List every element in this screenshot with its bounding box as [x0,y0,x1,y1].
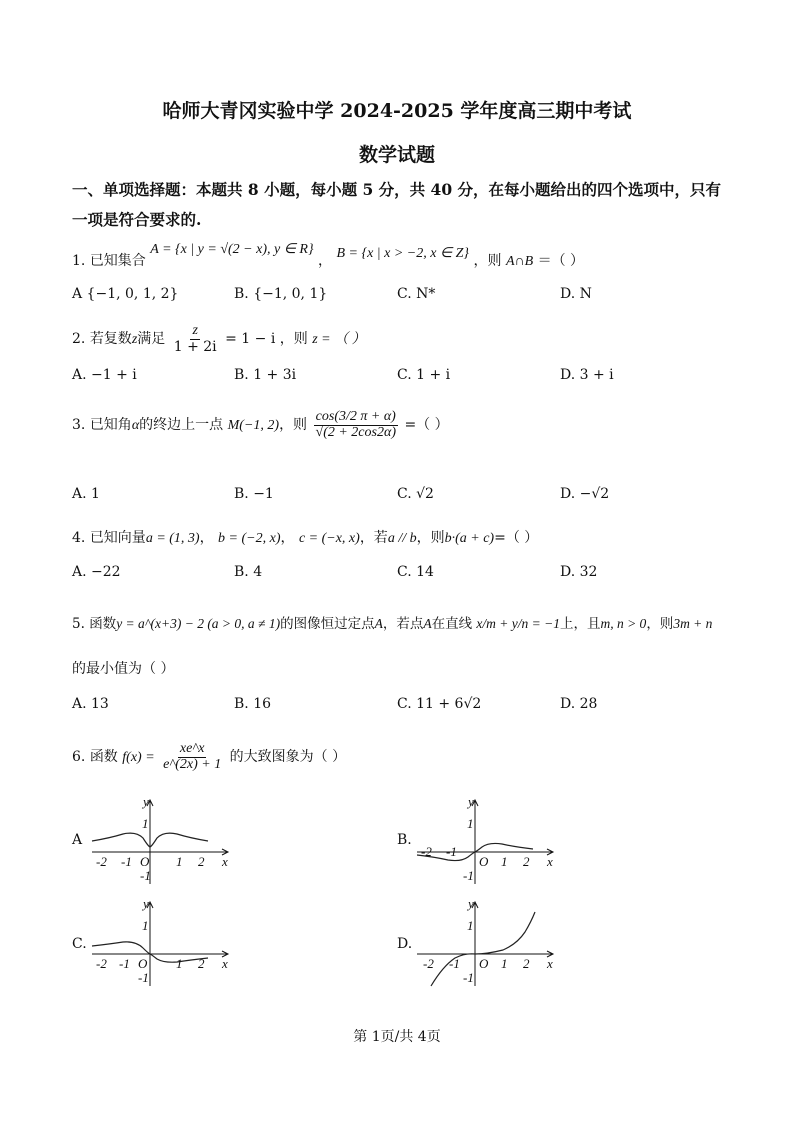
svg-text:-1: -1 [138,970,149,985]
svg-text:1: 1 [142,918,149,933]
svg-text:O: O [138,956,148,971]
svg-text:-1: -1 [449,956,460,971]
svg-text:-1: -1 [463,970,474,985]
q2-fraction: $\frac{z}{1 + 2i}$ [173,323,217,355]
question-6: 6. 函数 f(x) = $\frac{xe\^{}x}{e\^{}(2x) + 1}$ 的大致图象为（ ） [72,741,347,772]
q5-option-b[interactable]: B. 16 [234,696,272,712]
set-b-expr: B = {x | x > −2, x ∈ Z} [336,246,470,261]
q2-option-c[interactable]: C. 1 + i [397,367,451,383]
q3-option-d[interactable]: D. −√2 [560,486,610,502]
q1-option-b[interactable]: B. {−1, 0, 1} [234,286,328,302]
q6-option-a[interactable]: A [72,832,83,848]
svg-text:-2: -2 [421,844,432,859]
axes [417,800,553,884]
svg-text:2: 2 [198,956,205,971]
svg-text:O: O [479,956,489,971]
q3-option-c[interactable]: C. √2 [397,486,434,502]
svg-text:2: 2 [523,956,530,971]
axes [92,800,228,884]
graph-a[interactable] [88,794,238,889]
svg-text:-1: -1 [446,844,457,859]
page-footer: 第 1页/共 4页 [353,1029,441,1045]
q3-fraction: $\frac{\cos(3/2 \pi + \alpha)}{√(2 + 2\cos 2\alpha)}$ [315,409,396,440]
svg-text:-1: -1 [463,868,474,883]
section-heading-line2: 一项是符合要求的. [72,210,202,229]
q2-option-d[interactable]: D. 3 + i [560,367,614,383]
q6-fraction: $\frac{xe\^{}x}{e\^{}(2x) + 1}$ [163,741,222,772]
question-2: 2. 若复数z满足 $\frac{z}{1 + 2i}$ = 1 − i ，则 z = （ ） [72,323,366,355]
svg-text:x: x [222,854,228,869]
svg-text:1: 1 [142,816,149,831]
q4-option-c[interactable]: C. 14 [397,564,434,580]
q5-line-eq: x/m + y/n = −1 [476,616,560,631]
svg-text:y: y [143,794,149,809]
q5-option-d[interactable]: D. 28 [560,696,598,712]
svg-text:1: 1 [467,918,474,933]
q2-option-a[interactable]: A. −1 + i [72,367,137,383]
set-a-expr: A = {x | y = √(2 − x), y ∈ R} [150,242,314,257]
svg-text:y: y [468,896,474,911]
q5-option-a[interactable]: A. 13 [72,696,109,712]
axes [417,902,553,986]
svg-text:-2: -2 [96,854,107,869]
svg-text:1: 1 [501,854,508,869]
svg-text:1: 1 [501,956,508,971]
q6-option-d[interactable]: D. [397,936,413,952]
svg-text:-2: -2 [423,956,434,971]
q1-option-a[interactable]: A {−1, 0, 1, 2} [72,286,179,302]
curve-d [431,912,535,986]
graph-b[interactable] [413,794,563,889]
q6-option-b[interactable]: B. [397,832,412,848]
svg-text:-2: -2 [96,956,107,971]
svg-text:-1: -1 [119,956,130,971]
q1-option-c[interactable]: C. N* [397,286,436,302]
q4-option-a[interactable]: A. −22 [72,564,121,580]
question-3: 3. 已知角α的终边上一点 M(−1, 2)，则 $\frac{\cos(3/2 \pi + \alpha)}{√(2 + 2\cos 2\alpha)}$ =（ ） [72,409,449,440]
section-heading-line1: 一、单项选择题：本题共 8 小题，每小题 5 分，共 40 分，在每小题给出的四个选项中，只有 [72,180,722,199]
question-5-line2: 的最小值为（ ） [72,661,175,677]
graph-d[interactable] [413,896,563,991]
svg-text:O: O [479,854,489,869]
svg-text:-1: -1 [140,868,151,883]
q4-option-d[interactable]: D. 32 [560,564,598,580]
q3-option-b[interactable]: B. −1 [234,486,274,502]
q3-option-a[interactable]: A. 1 [72,486,100,502]
svg-text:O: O [140,854,150,869]
svg-text:x: x [547,956,553,971]
question-1: 1. 已知集合 A = {x | y = √(2 − x), y ∈ R} ， B = {x | x > −2, x ∈ Z} ，则 A∩B ＝（ ） [72,242,585,269]
q5-option-c[interactable]: C. 11 + 6√2 [397,696,482,712]
svg-text:2: 2 [523,854,530,869]
page-title: 哈师大青冈实验中学 2024-2025 学年度高三期中考试 [162,100,632,122]
q4-option-b[interactable]: B. 4 [234,564,263,580]
svg-text:x: x [547,854,553,869]
q6-option-c[interactable]: C. [72,936,87,952]
svg-text:x: x [222,956,228,971]
svg-text:1: 1 [176,854,183,869]
page-subtitle: 数学试题 [358,144,435,166]
svg-text:2: 2 [198,854,205,869]
q1-option-d[interactable]: D. N [560,286,592,302]
question-4: 4. 已知向量a = (1, 3)， b = (−2, x)， c = (−x, x)，若a // b，则b·(a + c)=（ ） [72,530,539,546]
question-5: 5. 函数y = a^(x+3) − 2 (a > 0, a ≠ 1)的图像恒过定点A，若点A在直线 x/m + y/n = −1上，且m, n > 0，则3m + n [72,616,713,632]
svg-text:1: 1 [467,816,474,831]
svg-text:1: 1 [176,956,183,971]
q2-option-b[interactable]: B. 1 + 3i [234,367,297,383]
svg-text:y: y [143,896,149,911]
svg-text:y: y [468,794,474,809]
graph-c[interactable] [88,896,238,991]
svg-text:-1: -1 [121,854,132,869]
